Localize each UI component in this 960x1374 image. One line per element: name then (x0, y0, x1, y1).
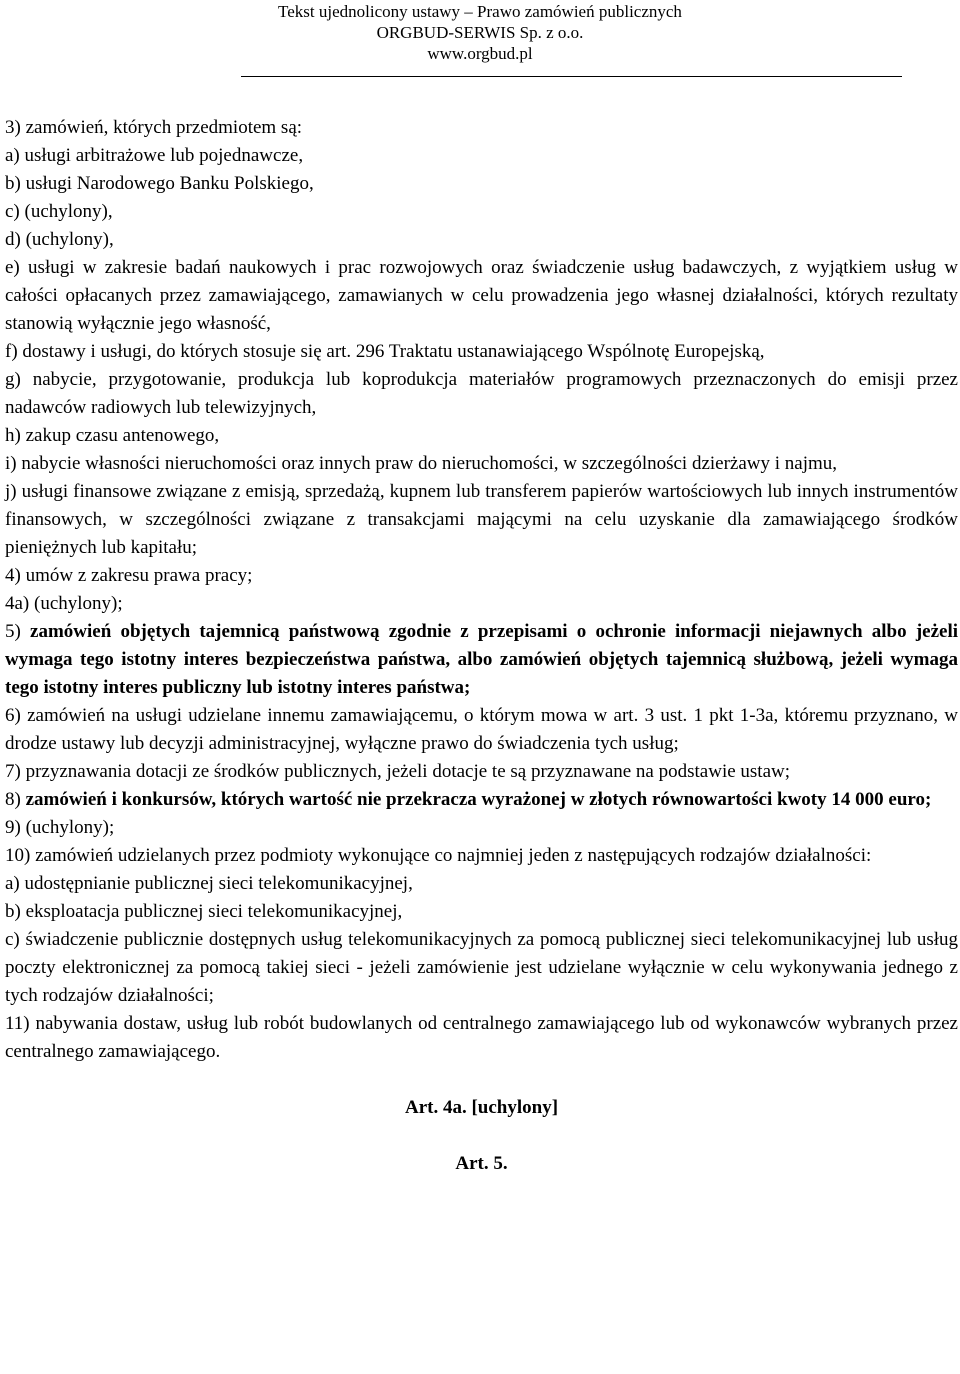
item-3b: b) usługi Narodowego Banku Polskiego, (5, 173, 314, 194)
item-10b: b) eksploatacja publicznej sieci telekomunikacyjnej, (5, 901, 403, 922)
item-3g: g) nabycie, przygotowanie, produkcja lub koprodukcja materiałów programowych przeznaczonych do emisji przez nadawców radiowych lub telewizyjnych, (5, 369, 958, 418)
item-3f: f) dostawy i usługi, do których stosuje się art. 296 Traktatu ustanawiającego Wspólnotę Europejską, (5, 341, 765, 362)
item-10c: c) świadczenie publicznie dostępnych usług telekomunikacyjnych za pomocą publicznej sieci telekomunikacyjnej lub usług poczty elektronicznej za pomocą takiej sieci - jeżeli zamówienie jest udzielane wyłącznie w celu wykonywania jednego z tych rodzajów działalności; (5, 929, 958, 1006)
item-3a: a) usługi arbitrażowe lub pojednawcze, (5, 145, 304, 166)
item-6: 6) zamówień na usługi udzielane innemu zamawiającemu, o którym mowa w art. 3 ust. 1 pkt 1-3a, któremu przyznano, w drodze ustawy lub decyzji administracyjnej, wyłączne prawo do świadczenia tych usług; (5, 705, 958, 754)
item-5-text: zamówień objętych tajemnicą państwową zgodnie z przepisami o ochronie informacji niejawnych albo jeżeli wymaga tego istotny interes bezpieczeństwa państwa, albo zamówień objętych tajemnicą służbową, jeżeli wymaga tego istotny interes publiczny lub istotny interes państwa; (5, 621, 959, 698)
item-4: 4) umów z zakresu prawa pracy; (5, 565, 253, 586)
item-11: 11) nabywania dostaw, usług lub robót budowlanych od centralnego zamawiającego lub od wykonawców wybranych przez centralnego zamawiającego. (5, 1013, 958, 1062)
item-4a: 4a) (uchylony); (5, 593, 123, 614)
item-3: 3) zamówień, których przedmiotem są: (5, 117, 303, 138)
article-4a-heading: Art. 4a. [uchylony] (404, 1097, 559, 1118)
header-divider (241, 76, 902, 77)
item-3h: h) zakup czasu antenowego, (5, 425, 220, 446)
header-website: www.orgbud.pl (427, 44, 533, 63)
item-3c: c) (uchylony), (5, 201, 113, 222)
item-3i: i) nabycie własności nieruchomości oraz innych praw do nieruchomości, w szczególności dzierżawy i najmu, (5, 453, 838, 474)
item-3d: d) (uchylony), (5, 229, 114, 250)
item-5-number: 5) (5, 621, 31, 642)
item-8-text: zamówień i konkursów, których wartość nie przekracza wyrażonej w złotych równowartości kwoty 14 000 euro; (25, 789, 932, 810)
item-5 (5, 618, 958, 702)
item-10a: a) udostępnianie publicznej sieci telekomunikacyjnej, (5, 873, 413, 894)
header-title: Tekst ujednolicony ustawy – Prawo zamówień publicznych (278, 2, 682, 21)
item-8 (5, 786, 958, 814)
article-5-heading: Art. 5. (455, 1153, 508, 1174)
page-header (0, 0, 960, 64)
item-8-number: 8) (5, 789, 26, 810)
header-company: ORGBUD-SERWIS Sp. z o.o. (376, 23, 584, 42)
item-3e: e) usługi w zakresie badań naukowych i prac rozwojowych oraz świadczenie usług badawczych, z wyjątkiem usług w całości opłacanych przez zamawiającego, zamawianych w celu prowadzenia jego własnej działalności, których rezultaty stanowią wyłącznie jego własność, (5, 257, 958, 334)
item-3j: j) usługi finansowe związane z emisją, sprzedażą, kupnem lub transferem papierów wartościowych lub innych instrumentów finansowych, w szczególności związane z transakcjami mającymi na celu uzyskanie dla zamawiającego środków pieniężnych lub kapitału; (5, 481, 958, 558)
document-body (5, 114, 958, 1178)
item-9: 9) (uchylony); (5, 817, 115, 838)
item-10: 10) zamówień udzielanych przez podmioty wykonujące co najmniej jeden z następujących rodzajów działalności: (5, 845, 872, 866)
item-7: 7) przyznawania dotacji ze środków publicznych, jeżeli dotacje te są przyznawane na podstawie ustaw; (5, 761, 791, 782)
